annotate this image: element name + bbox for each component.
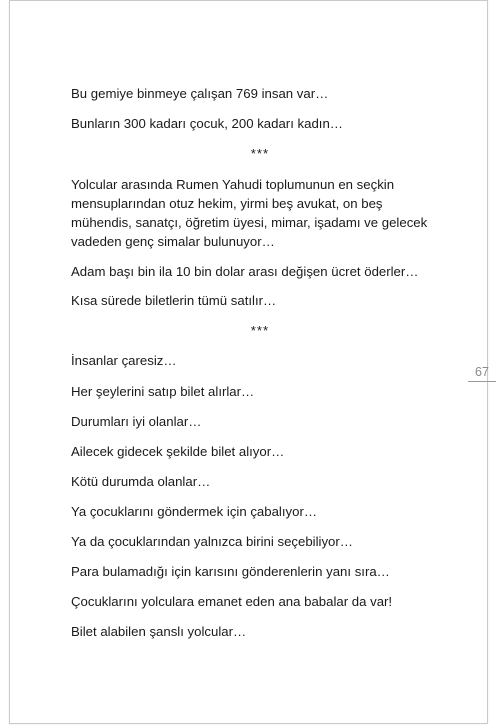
text-line: Adam başı bin ila 10 bin dolar arası değişen ücret öderler… — [71, 264, 419, 279]
text-line: mühendis, sanatçı, öğretim üyesi, mimar, işadamı ve gelecek — [71, 215, 428, 230]
page-number: 67 — [468, 365, 496, 382]
section-separator: *** — [250, 146, 270, 161]
text-line: vadeden genç simalar bulunuyor… — [71, 234, 275, 249]
text-line: Para bulamadığı için karısını gönderenlerin yanı sıra… — [71, 564, 390, 579]
text-line: Durumları iyi olanlar… — [71, 414, 202, 429]
text-line: İnsanlar çaresiz… — [71, 353, 177, 368]
section-separator: *** — [250, 323, 270, 338]
text-line: Çocuklarını yolculara emanet eden ana babalar da var! — [71, 594, 393, 609]
text-line: Ya çocuklarını göndermek için çabalıyor… — [71, 504, 318, 519]
text-line: Bilet alabilen şanslı yolcular… — [71, 624, 247, 639]
text-line: Bu gemiye binmeye çalışan 769 insan var… — [71, 86, 329, 101]
text-line: Her şeylerini satıp bilet alırlar… — [71, 384, 255, 399]
text-line: Kötü durumda olanlar… — [71, 474, 211, 489]
text-line: Ailecek gidecek şekilde bilet alıyor… — [71, 444, 285, 459]
text-line: Kısa sürede biletlerin tümü satılır… — [71, 293, 277, 308]
text-line: mensuplarından otuz hekim, yirmi beş avukat, on beş — [71, 196, 383, 211]
text-line: Yolcular arasında Rumen Yahudi toplumunun en seçkin — [71, 177, 395, 192]
text-line: Ya da çocuklarından yalnızca birini seçebiliyor… — [71, 534, 353, 549]
document-page — [9, 0, 488, 724]
text-line: Bunların 300 kadarı çocuk, 200 kadarı kadın… — [71, 116, 343, 131]
